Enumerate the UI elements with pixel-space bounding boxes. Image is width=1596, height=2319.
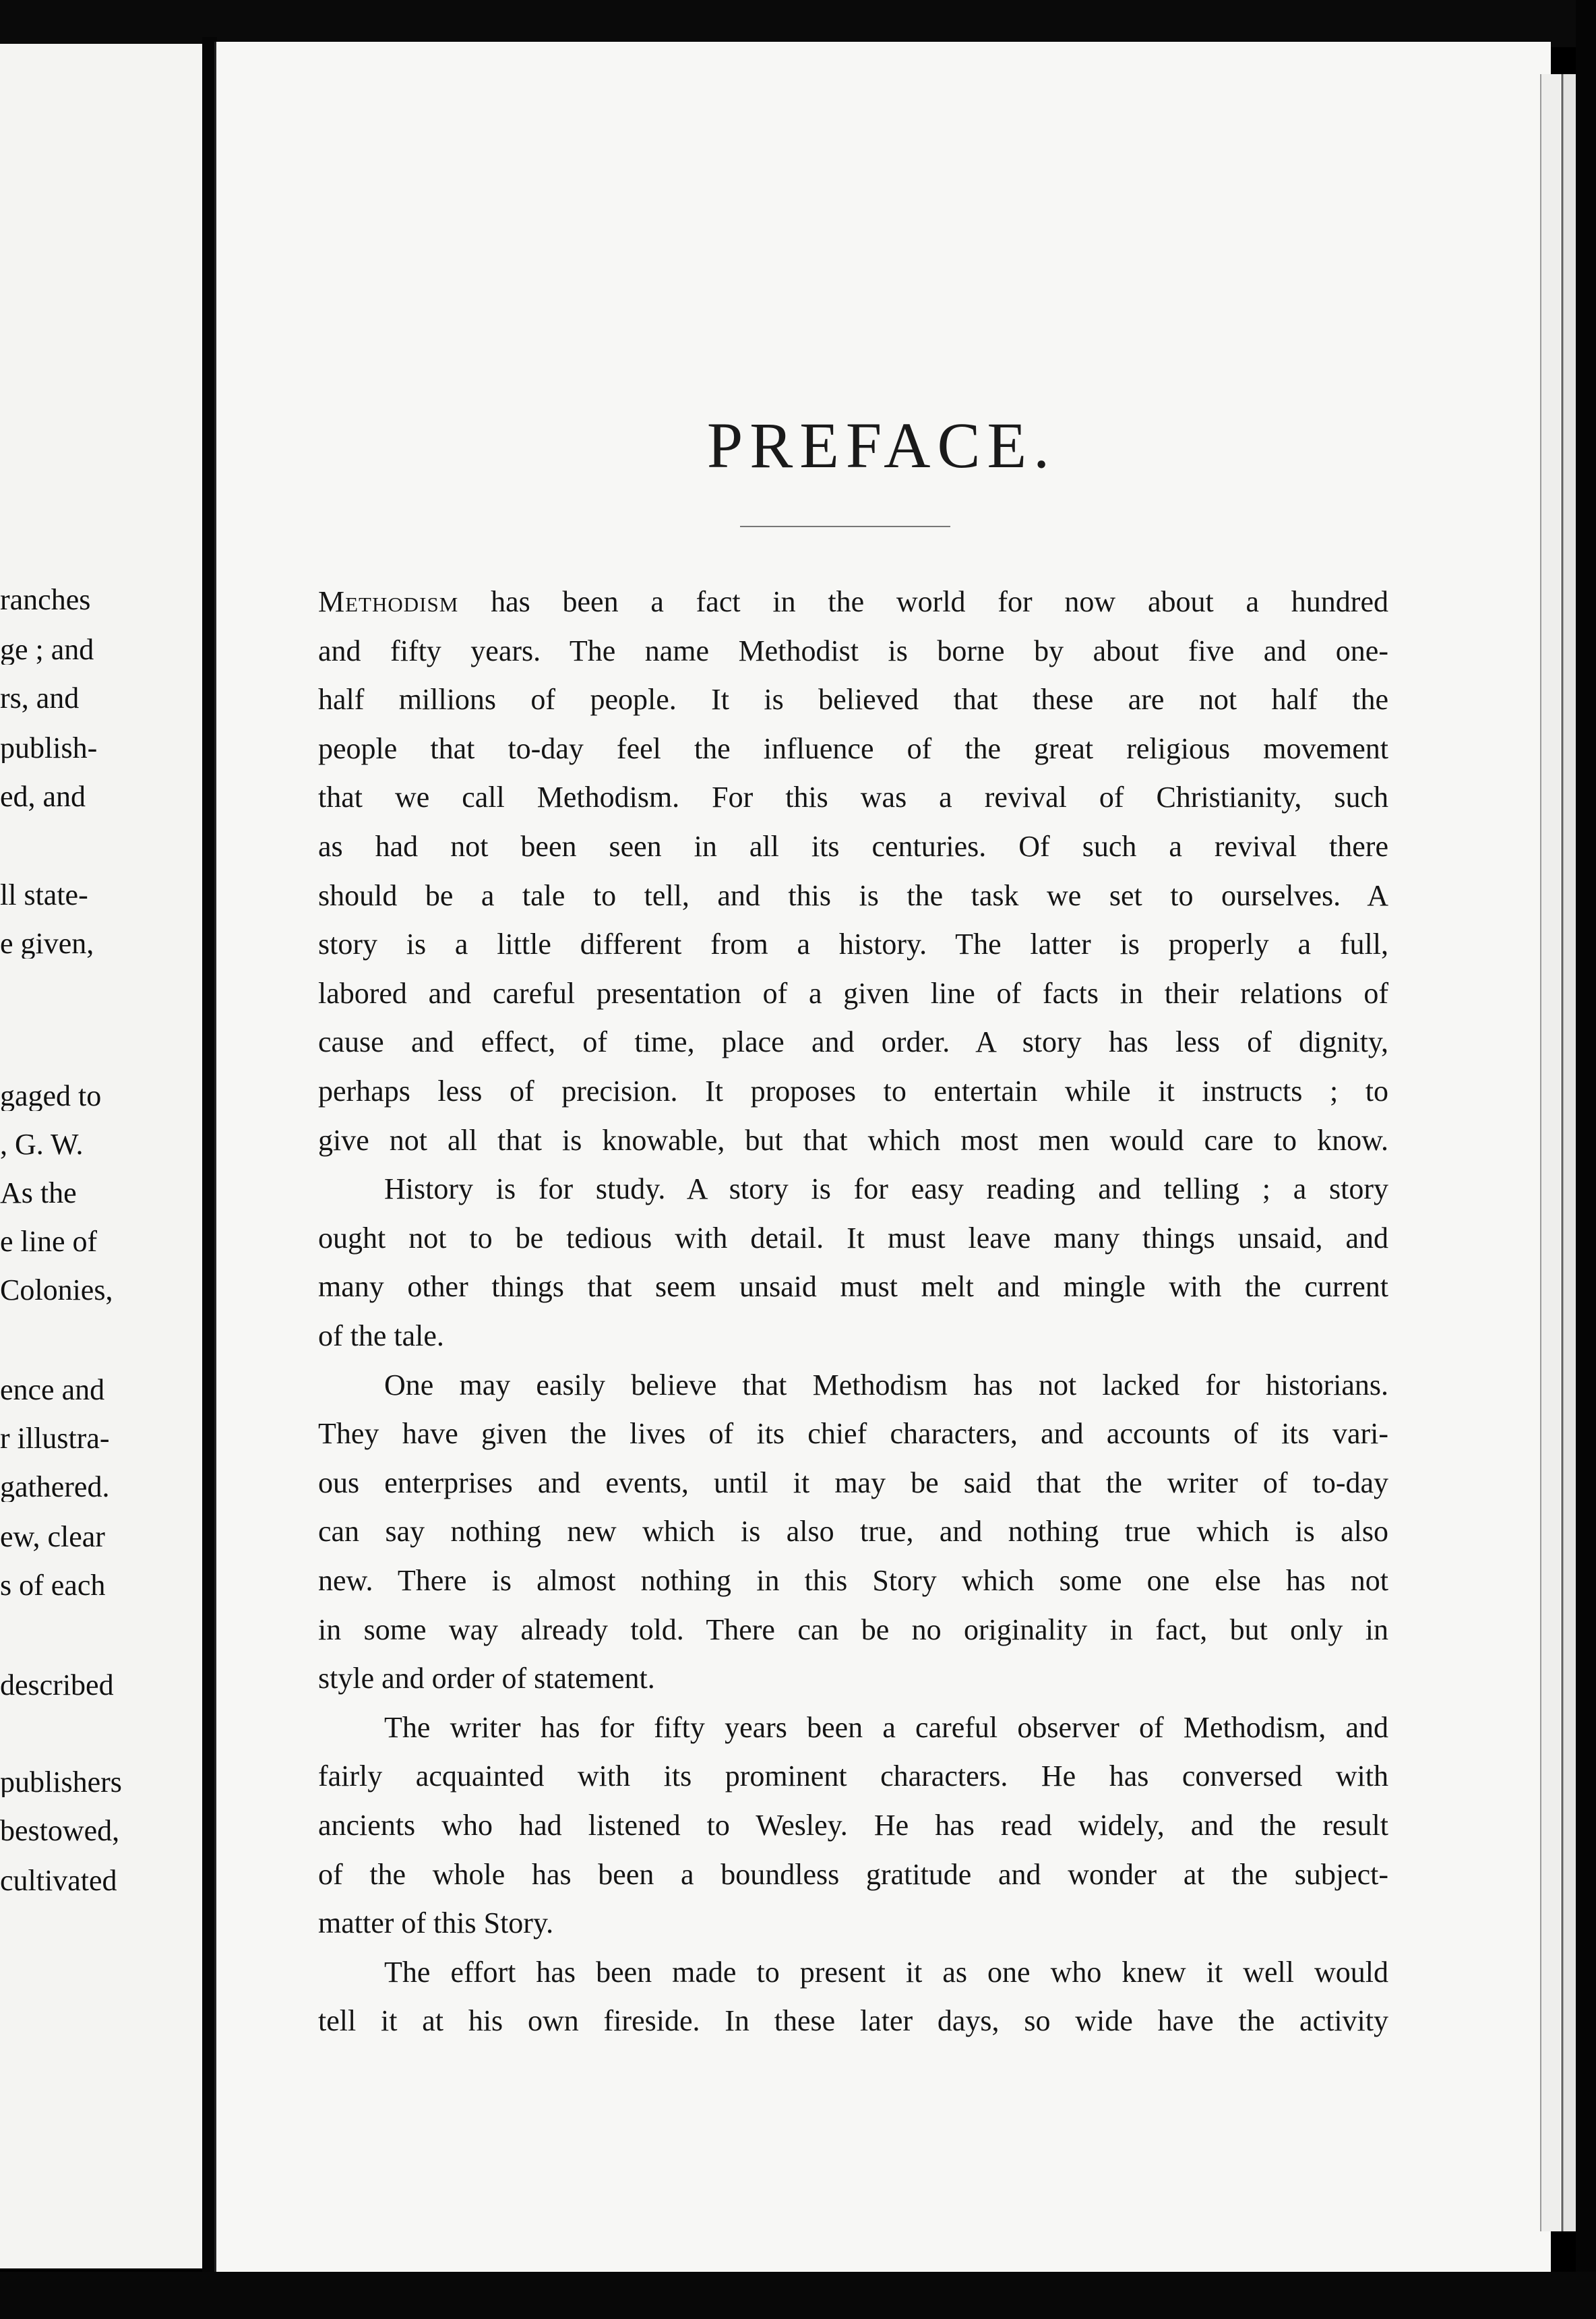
- text-line: new. There is almost nothing in this Story which some one else has not: [318, 1564, 1388, 1597]
- scan-right-border: [1576, 0, 1596, 2319]
- text-line: perhaps less of precision. It proposes to entertain while it instructs ; to: [318, 1075, 1388, 1108]
- left-page-fragment: rs, and: [0, 684, 80, 713]
- left-page-fragment: ed, and: [0, 782, 86, 812]
- text-line: can say nothing new which is also true, and nothing true which is also: [318, 1515, 1388, 1548]
- text-line: half millions of people. It is believed that these are not half the: [318, 683, 1388, 716]
- text-line: tell it at his own fireside. In these later days, so wide have the activity: [318, 2004, 1388, 2037]
- left-page-fragment: gaged to: [0, 1081, 102, 1111]
- left-page-fragment: gathered.: [0, 1472, 110, 1502]
- text-line: that we call Methodism. For this was a revival of Christianity, such: [318, 781, 1388, 814]
- text-line: The writer has for fifty years been a careful observer of Methodism, and: [384, 1711, 1388, 1744]
- left-page-fragment: ranches: [0, 585, 91, 615]
- text-line: ancients who had listened to Wesley. He has read widely, and the result: [318, 1809, 1388, 1842]
- left-page-fragment: described: [0, 1670, 114, 1700]
- text-line: Methodism has been a fact in the world for now about a hundred: [318, 585, 1388, 618]
- text-line: people that to-day feel the influence of the great religious movement: [318, 732, 1388, 765]
- left-page-fragment: e line of: [0, 1227, 98, 1257]
- text-line: and fifty years. The name Methodist is borne by about five and one-: [318, 634, 1388, 667]
- left-page-fragment: , G. W.: [0, 1130, 84, 1160]
- left-page-fragment: Colonies,: [0, 1275, 113, 1305]
- left-page-fragment: ge ; and: [0, 635, 94, 665]
- text-line: of the whole has been a boundless gratitude and wonder at the subject-: [318, 1858, 1388, 1891]
- text-line: ous enterprises and events, until it may be said that the writer of to-day: [318, 1466, 1388, 1499]
- scan-bottom-border: [0, 2272, 1596, 2319]
- text-line: The effort has been made to present it as one who knew it well would: [384, 1956, 1388, 1989]
- scan-top-border: [0, 0, 1596, 47]
- page-edge: [1540, 74, 1562, 2231]
- left-page-fragment: ew, clear: [0, 1522, 105, 1552]
- left-page-fragment: publishers: [0, 1768, 122, 1797]
- text-line: matter of this Story.: [318, 1906, 554, 1939]
- page-title: PREFACE.: [706, 409, 1057, 481]
- text-line: should be a tale to tell, and this is the task we set to ourselves. A: [318, 879, 1388, 912]
- left-page-fragment: e given,: [0, 929, 94, 959]
- text-line: labored and careful presentation of a given line of facts in their relations of: [318, 977, 1388, 1010]
- text-line: History is for study. A story is for easy reading and telling ; a story: [384, 1172, 1388, 1205]
- text-line: fairly acquainted with its prominent characters. He has conversed with: [318, 1759, 1388, 1793]
- text-line: ought not to be tedious with detail. It must leave many things unsaid, and: [318, 1222, 1388, 1255]
- text-line: as had not been seen in all its centuries. Of such a revival there: [318, 830, 1388, 863]
- text-line: One may easily believe that Methodism has not lacked for historians.: [384, 1368, 1388, 1402]
- left-page-fragment: bestowed,: [0, 1816, 120, 1846]
- text-line: style and order of statement.: [318, 1662, 655, 1695]
- left-page-fragment: ence and: [0, 1375, 105, 1405]
- left-page-fragment: s of each: [0, 1571, 106, 1600]
- left-page-fragment: ll state-: [0, 880, 88, 910]
- text-line: cause and effect, of time, place and order. A story has less of dignity,: [318, 1025, 1388, 1058]
- text-line: They have given the lives of its chief characters, and accounts of its vari-: [318, 1417, 1388, 1450]
- text-line: many other things that seem unsaid must melt and mingle with the current: [318, 1270, 1388, 1303]
- drop-word: Methodism: [318, 585, 459, 618]
- main-page: [214, 42, 1551, 2280]
- text-line: in some way already told. There can be no originality in fact, but only in: [318, 1613, 1388, 1646]
- page-edge: [1562, 74, 1577, 2231]
- left-page-fragment: publish-: [0, 733, 98, 763]
- text-line: story is a little different from a history. The latter is properly a full,: [318, 928, 1388, 961]
- text-line: of the tale.: [318, 1319, 444, 1352]
- left-page-fragment: r illustra-: [0, 1424, 110, 1453]
- left-page-fragment: cultivated: [0, 1866, 117, 1896]
- left-page-fragment: As the: [0, 1178, 77, 1208]
- text-line: give not all that is knowable, but that which most men would care to know.: [318, 1124, 1388, 1157]
- title-rule: [740, 526, 950, 527]
